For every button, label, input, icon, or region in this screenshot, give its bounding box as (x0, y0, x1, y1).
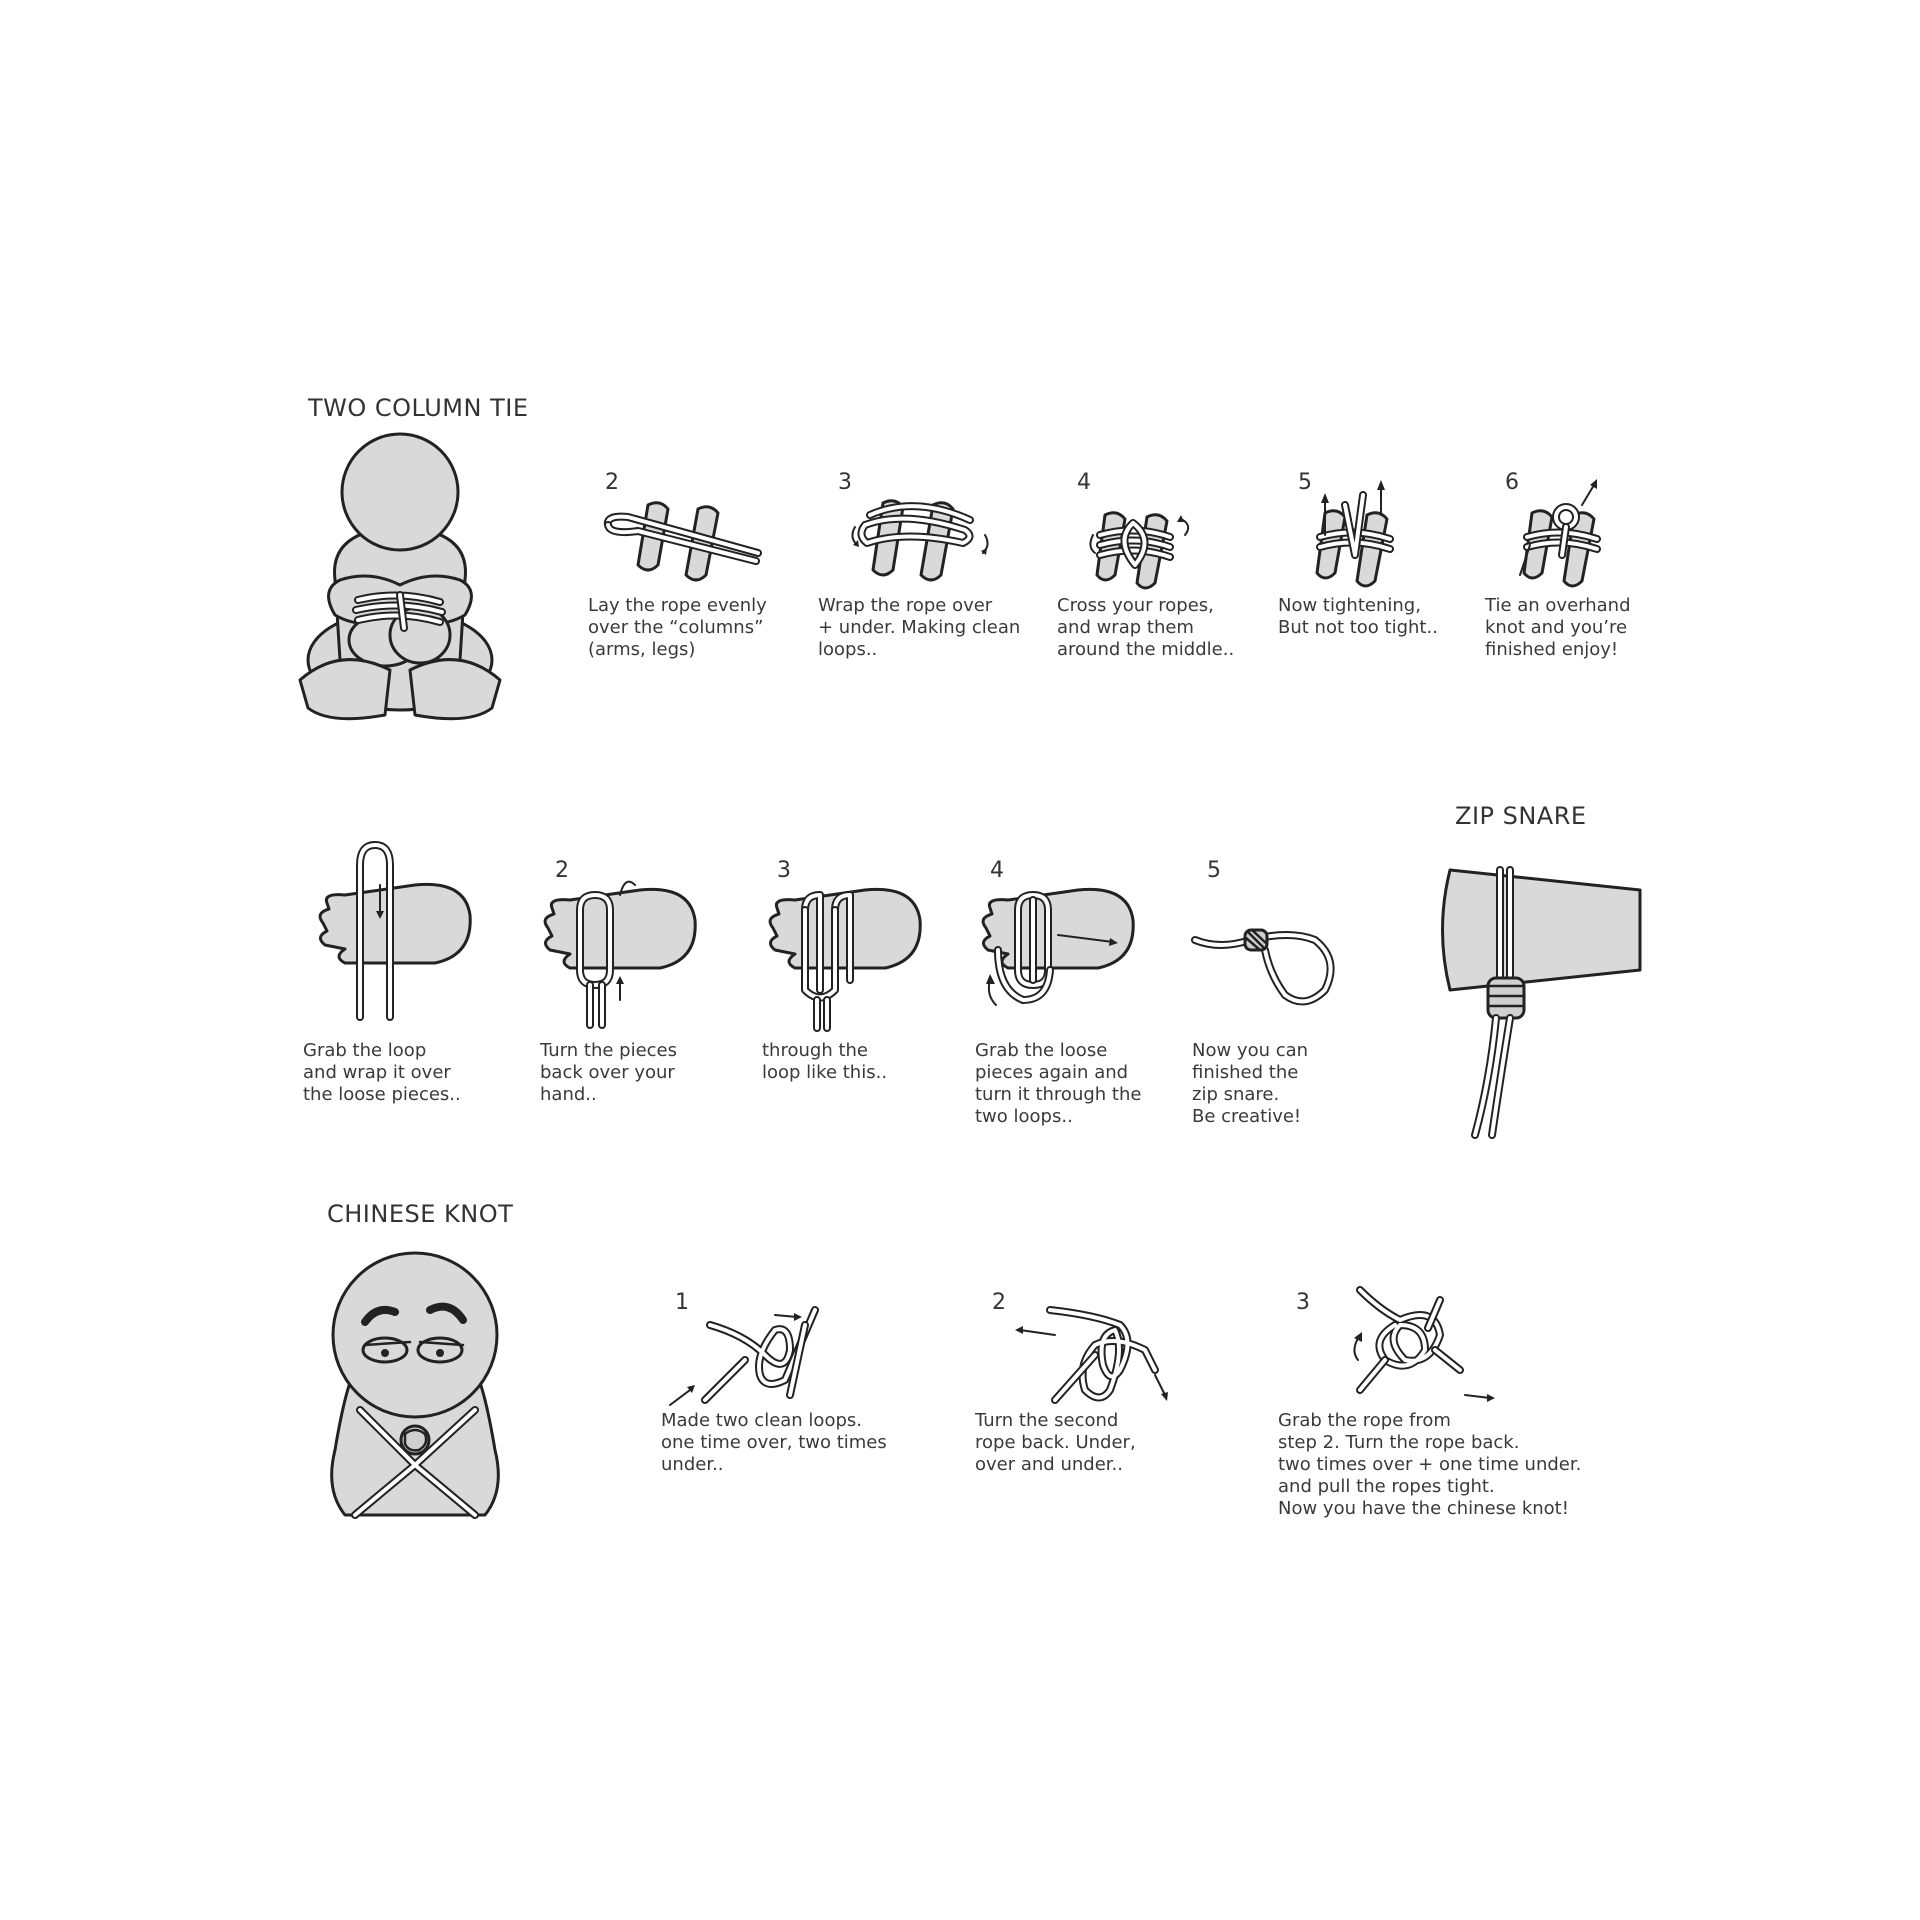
chinese-knot-step-3-number: 3 (1296, 1290, 1310, 1315)
two-column-step-3-number: 3 (838, 470, 852, 495)
zip-snare-step-1-caption: Grab the loop and wrap it over the loose pieces.. (303, 1040, 461, 1105)
zip-snare-step-2-caption: Turn the pieces back over your hand.. (540, 1040, 677, 1105)
two-column-tie-title: TWO COLUMN TIE (308, 394, 529, 422)
two-column-step-2-number: 2 (605, 470, 619, 495)
chinese-knot-step-3-caption: Grab the rope from step 2. Turn the rope back. two times over + one time under. and pull the ropes tight. Now you have the chinese knot! (1278, 1410, 1582, 1519)
chinese-knot-step-2-illustration (1015, 1295, 1175, 1410)
two-column-step-4-caption: Cross your ropes, and wrap them around the middle.. (1057, 595, 1235, 660)
two-column-step-2-caption: Lay the rope evenly over the “columns” (arms, legs) (588, 595, 767, 660)
zip-snare-step-2-illustration (540, 870, 700, 1030)
zip-snare-step-2-number: 2 (555, 858, 569, 883)
two-column-step-5-number: 5 (1298, 470, 1312, 495)
zip-snare-final-illustration (1430, 860, 1650, 1140)
two-column-step-6-number: 6 (1505, 470, 1519, 495)
two-column-step-4-illustration (1085, 495, 1205, 595)
zip-snare-step-3-caption: through the loop like this.. (762, 1040, 888, 1083)
two-column-step-5-illustration (1305, 475, 1415, 595)
zip-snare-step-5-illustration (1190, 910, 1340, 1010)
seated-figure-illustration (300, 430, 500, 740)
zip-snare-step-5-number: 5 (1207, 858, 1221, 883)
zip-snare-step-4-illustration (978, 870, 1138, 1030)
two-column-step-4-number: 4 (1077, 470, 1091, 495)
zip-snare-step-4-caption: Grab the loose pieces again and turn it through the two loops.. (975, 1040, 1142, 1127)
two-column-step-6-caption: Tie an overhand knot and you’re finished enjoy! (1485, 595, 1631, 660)
zip-snare-step-4-number: 4 (990, 858, 1004, 883)
chinese-knot-step-3-illustration (1340, 1280, 1510, 1410)
two-column-step-3-caption: Wrap the rope over + under. Making clean loops.. (818, 595, 1021, 660)
chinese-knot-title: CHINESE KNOT (327, 1200, 514, 1228)
two-column-step-5-caption: Now tightening, But not too tight.. (1278, 595, 1438, 638)
zip-snare-step-3-illustration (765, 870, 925, 1030)
zip-snare-step-5-caption: Now you can finished the zip snare. Be creative! (1192, 1040, 1309, 1127)
chinese-knot-step-1-caption: Made two clean loops. one time over, two times under.. (661, 1410, 887, 1475)
chinese-knot-step-2-number: 2 (992, 1290, 1006, 1315)
two-column-step-2-illustration (598, 495, 768, 595)
two-column-step-6-illustration (1512, 475, 1622, 595)
two-column-step-3-illustration (845, 485, 995, 595)
zip-snare-step-1-illustration (315, 845, 475, 1020)
standing-figure-illustration (315, 1250, 515, 1530)
chinese-knot-step-1-number: 1 (675, 1290, 689, 1315)
zip-snare-step-3-number: 3 (777, 858, 791, 883)
zip-snare-title: ZIP SNARE (1455, 802, 1587, 830)
chinese-knot-step-1-illustration (665, 1295, 855, 1410)
chinese-knot-step-2-caption: Turn the second rope back. Under, over and under.. (975, 1410, 1136, 1475)
